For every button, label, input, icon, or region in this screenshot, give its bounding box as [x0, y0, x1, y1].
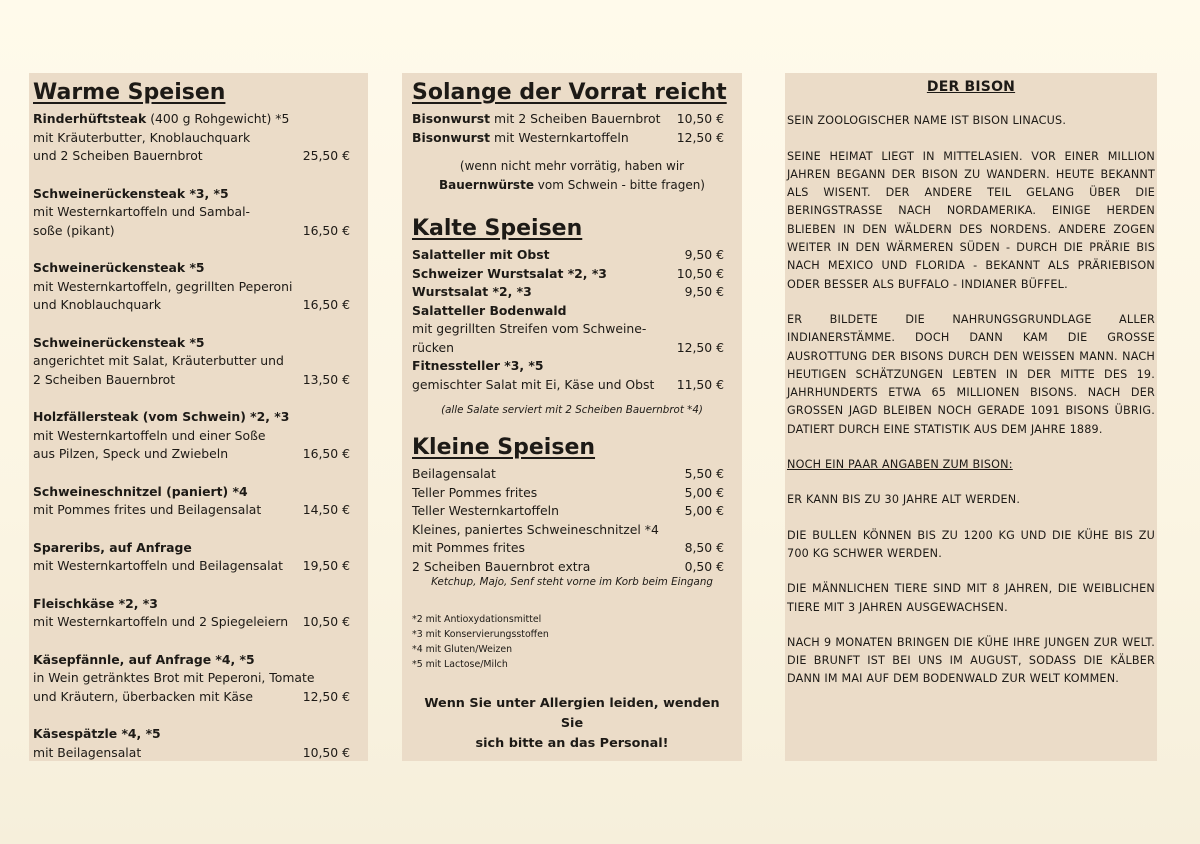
panel-middle — [402, 73, 742, 761]
kalte-speisen-list — [412, 246, 732, 394]
menu-line-name: Salatteller Bodenwald — [412, 302, 567, 318]
menu-line-text — [412, 265, 607, 284]
menu-item-title — [33, 408, 350, 427]
menu-item — [33, 539, 350, 576]
menu-line-price: 0,50 € — [684, 558, 724, 574]
menu-item-last-line — [33, 613, 350, 632]
menu-item-description: mit Pommes frites und Beilagensalat — [33, 502, 262, 517]
menu-line-name: Wurstsalat *2, *3 — [412, 284, 532, 299]
menu-line-text — [412, 110, 660, 129]
menu-line — [412, 110, 732, 129]
menu-item-last-line — [33, 445, 350, 464]
menu-line-price: 5,00 € — [684, 484, 724, 500]
menu-line-price: 11,50 € — [676, 376, 724, 392]
menu-item-name: Schweineschnitzel (paniert) *4 — [33, 483, 248, 499]
kleine-speisen-list — [412, 465, 732, 576]
menu-line-price: 10,50 € — [676, 265, 724, 281]
menu-item-name: Schweinerückensteak *5 — [33, 260, 205, 275]
heading-vorrat: Solange der Vorrat reicht — [412, 80, 727, 105]
menu-item-description: in Wein getränktes Brot mit Peperoni, Tomate — [33, 670, 315, 685]
allergy-note — [412, 694, 732, 754]
menu-line — [412, 129, 732, 148]
menu-item-name: Rinderhüftsteak — [33, 111, 147, 126]
menu-line — [412, 302, 732, 321]
menu-line-text: Teller Westernkartoffeln — [412, 503, 559, 518]
menu-item-description: mit Westernkartoffeln und Sambal- — [33, 204, 251, 219]
menu-line-desc: mit 2 Scheiben Bauernbrot — [490, 111, 661, 126]
menu-line-text: Beilagensalat — [412, 466, 496, 481]
menu-item-price: 13,50 € — [302, 371, 350, 387]
vorrat-note — [412, 157, 732, 195]
vorrat-note-line1: (wenn nicht mehr vorrätig, haben wir — [459, 159, 685, 173]
menu-item-price: 14,50 € — [302, 502, 350, 517]
menu-line-text — [412, 339, 454, 358]
menu-line-price: 5,00 € — [684, 503, 724, 518]
menu-line-text — [412, 357, 543, 376]
menu-item-title — [33, 539, 350, 558]
menu-line-name: Bisonwurst — [412, 129, 491, 145]
menu-item-last-line — [33, 688, 350, 707]
bison-p5: DIE BULLEN KÖNNEN BIS ZU 1200 KG UND DIE KÜHE BIS ZU 700 KG SCHWER WERDEN. — [787, 528, 1155, 560]
menu-line-text — [412, 283, 532, 302]
menu-line-price — [724, 302, 732, 321]
allergy-line1: Wenn Sie unter Allergien leiden, wenden Sie — [424, 696, 720, 731]
warme-speisen-list — [33, 110, 350, 762]
menu-line — [412, 502, 732, 521]
menu-line-name: Bisonwurst — [412, 111, 491, 126]
menu-item-price: 10,50 € — [302, 614, 350, 629]
vorrat-list — [412, 110, 732, 147]
menu-line-price — [724, 320, 732, 339]
kalte-note: (alle Salate serviert mit 2 Scheiben Bauernbrot *4) — [441, 404, 703, 416]
menu-item-title — [33, 259, 350, 278]
menu-item-price: 19,50 € — [302, 558, 350, 573]
menu-line — [412, 376, 732, 395]
footnote: *5 mit Lactose/Milch — [412, 659, 508, 670]
menu-item — [33, 651, 350, 707]
menu-line-desc: mit Westernkartoffeln — [490, 129, 629, 145]
menu-line-name: Salatteller mit Obst — [412, 247, 550, 262]
menu-item — [33, 725, 350, 762]
footnote: *3 mit Konservierungsstoffen — [412, 629, 549, 640]
menu-item-description: mit Beilagensalat — [33, 744, 142, 760]
bison-p3: ER BILDETE DIE NAHRUNGSGRUNDLAGE ALLER INDIANERSTÄMME. DOCH DANN KAM DIE GROSSE AUSROTTUNG DER BISONS DURCH DEN WEISSEN MANN. NACH HEUTIGEN SCHÄTZUNGEN LEBTEN IN DER MITTE DES 19. JAHRHUNDERTS ETWA 65 MILLIONEN BISONS. NACH DER GROSSEN JAGD BLEIBEN NOCH GERADE 1091 BISONS ÜBRIG. DATIERT DURCH EINE STATISTIK AUS DEM JAHRE 1889. — [787, 312, 1155, 436]
menu-item-name: Spareribs, auf Anfrage — [33, 539, 192, 555]
heading-kleine-speisen: Kleine Speisen — [412, 435, 596, 460]
footnote: *2 mit Antioxydationsmittel — [412, 614, 542, 625]
menu-item-last-line — [33, 501, 350, 520]
bison-p7: NACH 9 MONATEN BRINGEN DIE KÜHE IHRE JUNGEN ZUR WELT. DIE BRUNFT IST BEI UNS IM AUGUST, SODASS DIE KÄLBER DANN IM MAI AUF DEM BODENWALD ZUR WELT KOMMEN. — [787, 635, 1155, 686]
menu-item — [33, 483, 350, 520]
menu-item-description: aus Pilzen, Speck und Zwiebeln — [33, 446, 229, 461]
menu-item-name: Holzfällersteak (vom Schwein) *2, *3 — [33, 409, 290, 424]
menu-line-text — [412, 302, 566, 321]
menu-item-title — [33, 110, 350, 129]
menu-line-name: Fitnessteller *3, *5 — [412, 358, 544, 373]
menu-item-last-line — [33, 222, 350, 241]
allergy-line2: sich bitte an das Personal! — [475, 736, 669, 751]
menu-item-title — [33, 595, 350, 614]
menu-item-price: 16,50 € — [302, 446, 350, 461]
menu-item-price: 25,50 € — [302, 148, 350, 163]
menu-line-price — [724, 357, 732, 376]
menu-line-text: Kleines, paniertes Schweineschnitzel *4 — [412, 521, 659, 537]
menu-line-price: 9,50 € — [684, 247, 724, 262]
menu-item — [33, 259, 350, 315]
menu-item-name: Schweinerückensteak *3, *5 — [33, 185, 229, 201]
panel-warme-speisen — [29, 73, 368, 761]
menu-line — [412, 339, 732, 358]
menu-line — [412, 265, 732, 284]
menu-item-price: 12,50 € — [302, 688, 350, 704]
menu-item-last-line — [33, 557, 350, 576]
menu-item-description: mit Westernkartoffeln und Beilagensalat — [33, 558, 283, 573]
menu-line — [412, 357, 732, 376]
menu-item-description: angerichtet mit Salat, Kräuterbutter und — [33, 353, 284, 368]
menu-item — [33, 110, 350, 166]
heading-warme-speisen: Warme Speisen — [33, 80, 226, 105]
menu-item-last-line — [33, 296, 350, 315]
menu-item-price: 10,50 € — [302, 744, 350, 760]
menu-line — [412, 539, 732, 558]
menu-item-description: mit Westernkartoffeln und einer Soße — [33, 427, 266, 443]
bison-p4: ER KANN BIS ZU 30 JAHRE ALT WERDEN. — [787, 493, 1021, 507]
menu-item-description: soße (pikant) — [33, 222, 115, 238]
menu-line-price: 12,50 € — [676, 129, 724, 145]
menu-line-price: 9,50 € — [684, 284, 724, 299]
menu-item — [33, 595, 350, 632]
menu-item-name: Schweinerückensteak *5 — [33, 334, 205, 350]
bison-p1: SEIN ZOOLOGISCHER NAME IST BISON LINACUS. — [787, 114, 1067, 128]
menu-line-text: mit Pommes frites — [412, 540, 525, 555]
menu-line-text — [412, 376, 654, 395]
menu-line-text: Teller Pommes frites — [412, 484, 538, 500]
menu-item-name: Käsepfännle, auf Anfrage *4, *5 — [33, 651, 255, 667]
menu-item-title — [33, 185, 350, 204]
menu-line-desc: gemischter Salat mit Ei, Käse und Obst — [412, 376, 655, 392]
menu-line-text — [412, 246, 550, 265]
heading-kalte-speisen: Kalte Speisen — [412, 216, 583, 241]
menu-line — [412, 465, 732, 484]
menu-item-title-extra: (400 g Rohgewicht) *5 — [146, 111, 290, 126]
menu-item-description: mit Westernkartoffeln, gegrillten Peperoni — [33, 278, 293, 294]
menu-line — [412, 558, 732, 577]
menu-item-title — [33, 334, 350, 353]
menu-line — [412, 521, 732, 540]
menu-line — [412, 320, 732, 339]
menu-line-price — [724, 521, 732, 540]
menu-item-description: und 2 Scheiben Bauernbrot — [33, 148, 203, 163]
bison-p2: SEINE HEIMAT LIEGT IN MITTELASIEN. VOR EINER MILLION JAHREN BEGANN DER BISON ZU WANDERN. HEUTE BEKANNT ALS WISENT. DER ANDERE TEIL GELANG ÜBER DIE BERINGSTRASSE NACH NORDAMERIKA. EINIGE HERDEN BLIEBEN IN DEN WÄLDERN DES NORDENS. ANDERE ZOGEN WEITER IN DEN WÄRMEREN SÜDEN - DURCH DIE PRÄRIE BIS NACH MEXICO UND FLORIDA - BEKANNT ALS PRÄRIEBISON ODER BESSER ALS BUFFALO - INDIANER BÜFFEL. — [787, 149, 1155, 291]
menu-line-price: 12,50 € — [676, 339, 724, 355]
footnote: *4 mit Gluten/Weizen — [412, 644, 513, 655]
bison-subheading: NOCH EIN PAAR ANGABEN ZUM BISON: — [787, 458, 1013, 472]
menu-item-last-line — [33, 371, 350, 390]
menu-item-title — [33, 725, 350, 744]
menu-line-price: 10,50 € — [676, 111, 724, 126]
menu-line-name: Schweizer Wurstsalat *2, *3 — [412, 265, 607, 281]
menu-item-description: und Knoblauchquark — [33, 297, 162, 312]
kleine-note: Ketchup, Majo, Senf steht vorne im Korb beim Eingang — [431, 576, 713, 588]
menu-line-desc: rücken — [412, 339, 454, 355]
menu-item-description: mit Westernkartoffeln und 2 Spiegeleiern — [33, 614, 289, 629]
menu-item-price: 16,50 € — [302, 222, 350, 238]
menu-item-title — [33, 483, 350, 502]
menu-line — [412, 484, 732, 503]
menu-item-last-line — [33, 147, 350, 166]
menu-item — [33, 334, 350, 390]
menu-line-price: 8,50 € — [684, 540, 724, 555]
menu-item-title — [33, 651, 350, 670]
vorrat-note-line2: vom Schwein - bitte fragen) — [533, 178, 705, 192]
menu-item — [33, 408, 350, 464]
menu-line — [412, 246, 732, 265]
panel-bison — [785, 73, 1157, 761]
menu-line — [412, 283, 732, 302]
vorrat-note-bold: Bauernwürste — [439, 178, 534, 192]
bison-p6: DIE MÄNNLICHEN TIERE SIND MIT 8 JAHREN, DIE WEIBLICHEN TIERE MIT 3 JAHREN AUSGEWACHSEN. — [787, 582, 1155, 614]
menu-item — [33, 185, 350, 241]
menu-item-description: und Kräutern, überbacken mit Käse — [33, 688, 254, 704]
menu-line-desc: mit gegrillten Streifen vom Schweine- — [412, 321, 647, 336]
menu-line-text — [412, 129, 629, 148]
menu-item-description: mit Kräuterbutter, Knoblauchquark — [33, 129, 251, 145]
menu-item-price: 16,50 € — [302, 297, 350, 312]
menu-line-text: 2 Scheiben Bauernbrot extra — [412, 558, 591, 574]
bison-title: DER BISON — [926, 79, 1016, 95]
footnotes — [412, 612, 732, 672]
menu-item-name: Fleischkäse *2, *3 — [33, 595, 158, 611]
menu-item-name: Käsespätzle *4, *5 — [33, 726, 161, 741]
menu-item-last-line — [33, 744, 350, 763]
menu-line-text — [412, 320, 646, 339]
menu-line-price: 5,50 € — [684, 466, 724, 481]
menu-item-description: 2 Scheiben Bauernbrot — [33, 371, 176, 387]
